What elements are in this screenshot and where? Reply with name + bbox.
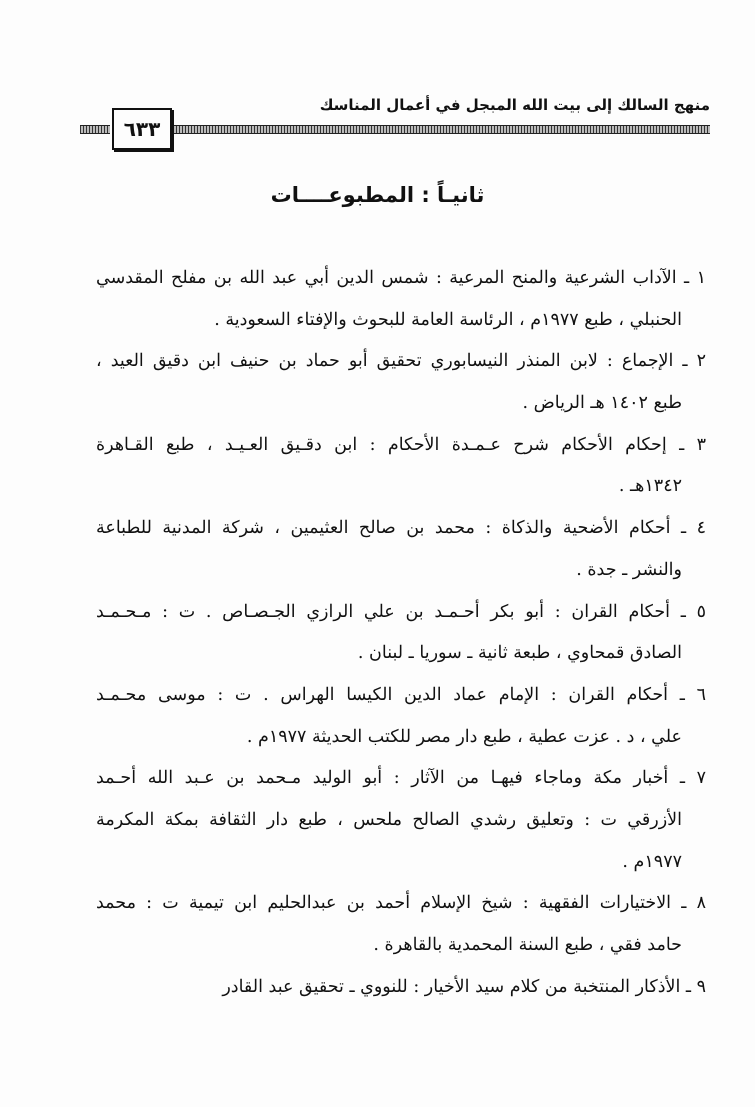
bibliography-entry bbox=[96, 341, 706, 424]
bibliography-entry bbox=[96, 258, 706, 341]
bibliography-entry bbox=[96, 883, 706, 966]
header-rule-left bbox=[80, 125, 110, 134]
entry-line: ٦ ـ أحكام القران : الإمام عماد الدين الكيسا الهراس . ت : موسى محـمـد bbox=[96, 684, 706, 705]
entry-line: والنشر ـ جدة . bbox=[576, 559, 682, 580]
entry-line: الحنبلي ، طبع ١٩٧٧م ، الرئاسة العامة للبحوث والإفتاء السعودية . bbox=[214, 309, 682, 330]
entry-line: ٨ ـ الاختيارات الفقهية : شيخ الإسلام أحمد بن عبدالحليم ابن تيمية ت : محمد bbox=[96, 893, 706, 914]
entry-line: الأزرقي ت : وتعليق رشدي الصالح ملحس ، طبع دار الثقافة بمكة المكرمة bbox=[96, 809, 682, 830]
entry-line: ١٩٧٧م . bbox=[622, 851, 682, 872]
entry-line: ٩ ـ الأذكار المنتخبة من كلام سيد الأخيار : للنووي ـ تحقيق عبد القادر bbox=[222, 976, 706, 997]
bibliography-entry bbox=[96, 508, 706, 591]
entry-line: طبع ١٤٠٢ هـ الرياض . bbox=[522, 393, 682, 414]
entry-line: ٧ ـ أخبار مكة وماجاء فيهـا من الآثار : أبو الوليد مـحمد بن عـبد الله أحـمد bbox=[96, 768, 706, 789]
entry-line: ٤ ـ أحكام الأضحية والذكاة : محمد بن صالح العثيمين ، شركة المدنية للطباعة bbox=[96, 518, 706, 539]
page-number: ٦٣٣ bbox=[112, 108, 172, 150]
bibliography-entry bbox=[96, 425, 706, 508]
entry-line: ٢ ـ الإجماع : لابن المنذر النيسابوري تحقيق أبو حماد بن حنيف ابن دقيق العيد ، bbox=[96, 351, 706, 372]
running-title: منهج السالك إلى بيت الله المبجل في أعمال المناسك bbox=[319, 96, 710, 114]
bibliography-entry bbox=[96, 967, 706, 1009]
bibliography-entry bbox=[96, 592, 706, 675]
entry-line: ٥ ـ أحكام القران : أبو بكر أحـمـد بن علي الرازي الجـصـاص . ت : مـحـمـد bbox=[96, 601, 706, 622]
entry-line: الصادق قمحاوي ، طبعة ثانية ـ سوريا ـ لبنان . bbox=[357, 643, 682, 664]
header-rule bbox=[170, 125, 710, 134]
entry-line: ٣ ـ إحكام الأحكام شرح عـمـدة الأحكام : ابن دقـيق العـيـد ، طبع القـاهرة bbox=[96, 434, 706, 455]
entry-line: ١٣٤٢هـ . bbox=[618, 476, 682, 497]
bibliography-list bbox=[96, 258, 706, 1008]
entry-line: علي ، د . عزت عطية ، طبع دار مصر للكتب الحديثة ١٩٧٧م . bbox=[246, 726, 682, 747]
bibliography-entry bbox=[96, 758, 706, 883]
entry-line: ١ ـ الآداب الشرعية والمنح المرعية : شمس الدين أبي عبد الله بن مفلح المقدسي bbox=[96, 268, 706, 288]
bibliography-entry bbox=[96, 675, 706, 758]
entry-line: حامد فقي ، طبع السنة المحمدية بالقاهرة . bbox=[373, 935, 682, 955]
section-heading: ثانيـاً : المطبوعــــات bbox=[270, 183, 485, 207]
